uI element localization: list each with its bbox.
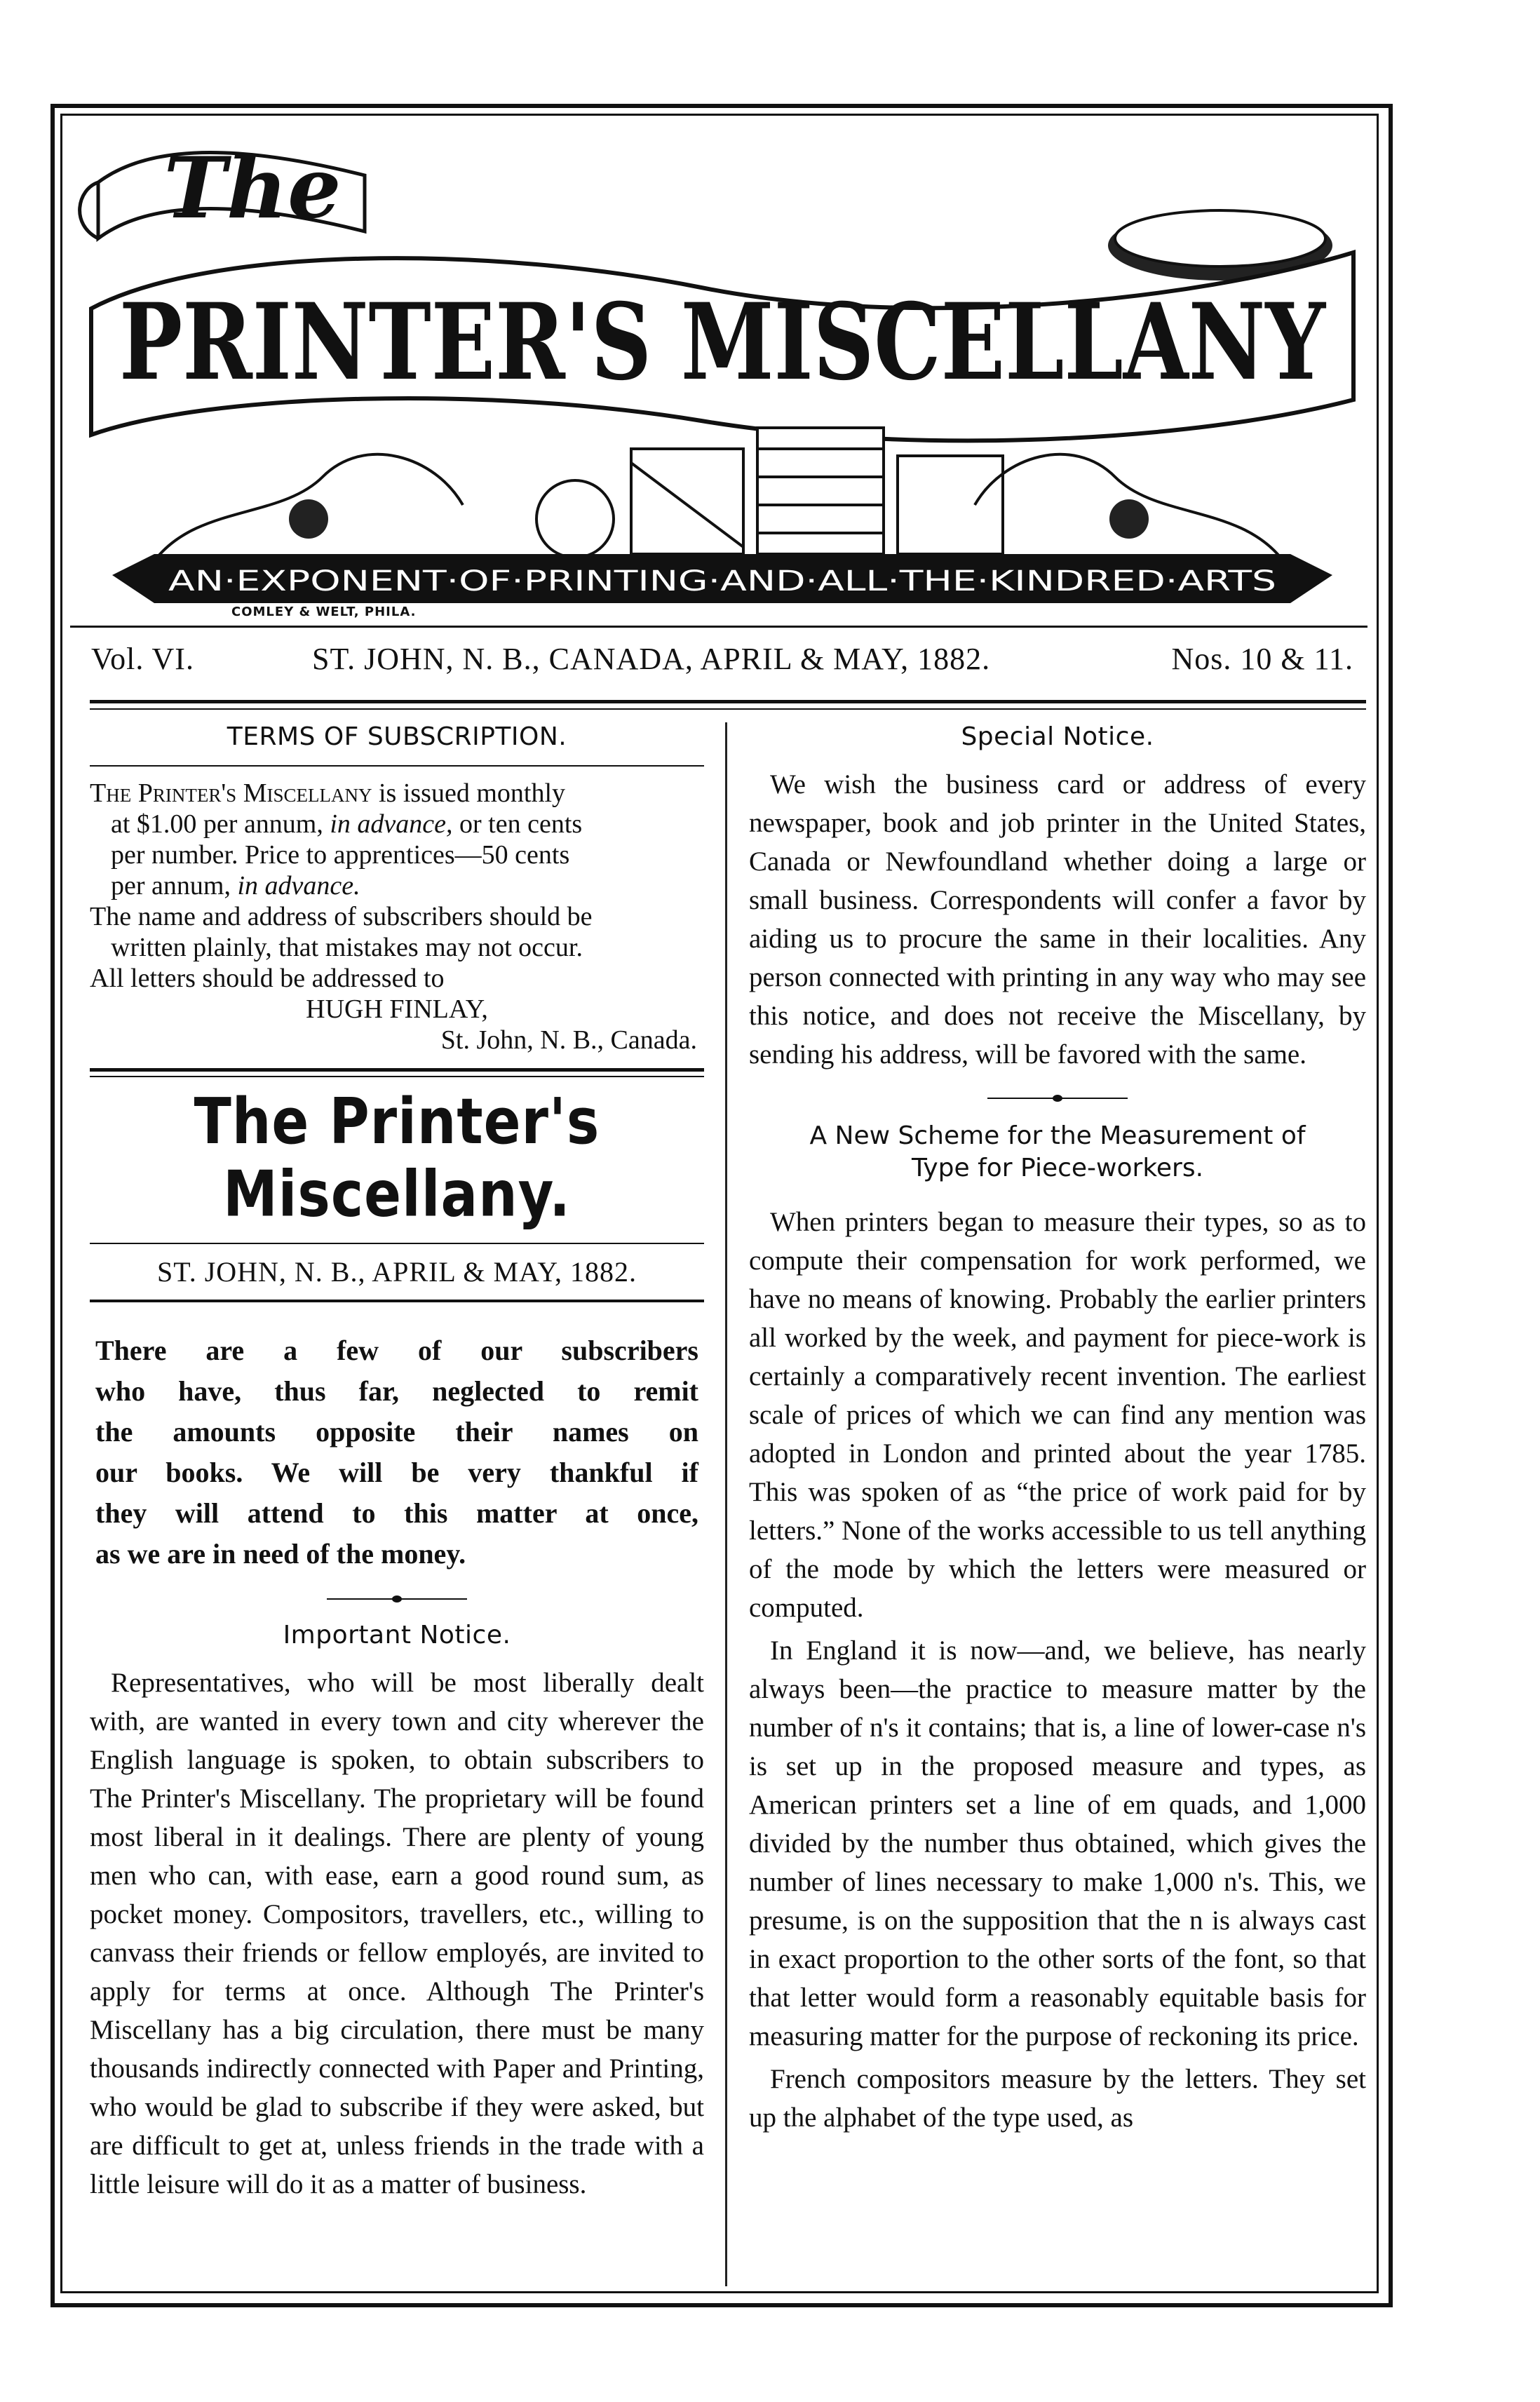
special-body: We wish the business card or address of every newspaper, book and job printer in the United States, Canada or Newfoundland whether doing a large or small business. Correspondents will confer a favor by aiding us to procure the same in their localities. Any person connected with printing in any way who may see this notice, and does not receive the Miscellany, by sending his address, will be favored with the same. [749,769,1366,1070]
terms-text: The Printer's Miscellany [90,778,372,808]
scheme-heading-line: Type for Piece-workers. [911,1154,1204,1182]
scheme-paragraph: French compositors measure by the letters. They set up the alphabet of the type used, as [749,2064,1366,2133]
ornament-divider [90,1595,704,1603]
arrears-line: as we are in need of the money. [95,1538,466,1570]
terms-rule [90,765,704,767]
right-column [749,722,1366,2137]
arrears-line: who have, thus far, neglected to remit [95,1375,698,1407]
terms-of-subscription [90,722,704,1055]
paper-date-rule [90,1300,704,1302]
terms-text: All letters should be addressed to [90,964,445,993]
arrears-line: There are a few of our subscribers [95,1335,698,1366]
terms-text: per number. Price to apprentices—50 cents [111,840,570,870]
terms-text: The name and address of subscribers should be [90,902,593,931]
terms-text: written plainly, that mistakes may not occur. [111,933,583,962]
masthead-motto: AN·EXPONENT·OF·PRINTING·AND·ALL·THE·KINDRED·ARTS [168,565,1276,598]
masthead-rule [70,626,1367,628]
terms-text: per annum, [111,871,238,900]
paper-title-rule [90,1243,704,1244]
column-divider [725,722,727,2286]
arrears-line: the amounts opposite their names on [95,1416,698,1448]
arrears-line: they will attend to this matter at once, [95,1497,698,1529]
paper-date: ST. JOHN, N. B., APRIL & MAY, 1882. [156,1256,637,1288]
terms-text: is issued monthly [372,778,566,808]
important-heading: Important Notice. [283,1621,511,1649]
engraver-credit: COMLEY & WELT, PHILA. [231,605,417,619]
publisher-name: HUGH FINLAY, [306,994,488,1024]
issue-numbers: Nos. 10 & 11. [1171,642,1353,676]
terms-text: in advance, [330,809,453,839]
dateline-rule-thin [90,708,1366,710]
scheme-heading [749,1120,1366,1185]
masthead-title-the: The [163,139,342,238]
section-rule-thick [90,1068,704,1072]
left-column [90,722,704,2204]
arrears-notice [95,1330,698,1574]
terms-text: or ten cents [452,809,583,839]
dateline [77,631,1360,687]
section-rule-thin [90,1076,704,1077]
dateline-rule-thick [90,700,1366,703]
important-body: Representatives, who will be most liberally dealt with, are wanted in every town and city wherever the English language is spoken, to obtain subscribers to The Printer's Miscellany. The proprietary will be found most liberal in it dealings. There are plenty of young men who can, with ease, earn a good round sum, as pocket money. Compositors, travellers, etc., willing to canvass their friends or fellow employés, are invited to apply for terms at once. Although The Printer's Miscellany has a big circulation, there must be many thousands indirectly connected with Paper and Printing, who would be glad to subscribe if they were asked, but are difficult to get at, unless friends in the trade with a little leisure will do it as a matter of business. [90,1668,704,2199]
terms-heading: TERMS OF SUBSCRIPTION. [227,722,567,751]
special-heading: Special Notice. [961,722,1154,751]
arrears-line: our books. We will be very thankful if [95,1457,698,1488]
paper-title: The Printer's Miscellany. [194,1086,600,1232]
place-date: ST. JOHN, N. B., CANADA, APRIL & MAY, 1882. [312,642,991,676]
terms-text: in advance. [237,871,360,900]
scheme-paragraph: In England it is now—and, we believe, has nearly always been—the practice to measure matter by the number of n's it contains; that is, a line of lower-case n's is set up in the proposed measure and types, as American printers set a line of em quads, and 1,000 divided by the number thus obtained, which gives the number of lines necessary to make 1,000 n's. This, we presume, is on the supposition that the n is always cast in exact proportion to the other sorts of the font, so that that letter would form a reasonably equitable basis for measuring matter for the purpose of reckoning its price. [749,1635,1366,2051]
masthead-illustration [70,126,1367,610]
terms-text: at $1.00 per annum, [111,809,330,839]
ornament-divider [749,1095,1366,1102]
scheme-heading-line: A New Scheme for the Measurement of [809,1121,1306,1150]
masthead [70,126,1367,610]
masthead-title: PRINTER'S MISCELLANY [119,281,1327,404]
volume-number: Vol. VI. [91,642,194,676]
scheme-paragraph: When printers began to measure their types, so as to compute their compensation for work performed, we have no means of knowing. Probably the earlier printers all worked by the week, and payment for piece-work is certainly a comparatively recent invention. The earliest scale of prices of which we can find any mention was adopted in London and printed about the year 1785. This was spoken of as “the price of work paid for by letters.” None of the works accessible to us tell anything of the mode by which the letters were measured or computed. [749,1207,1366,1623]
publisher-address: St. John, N. B., Canada. [440,1025,697,1055]
